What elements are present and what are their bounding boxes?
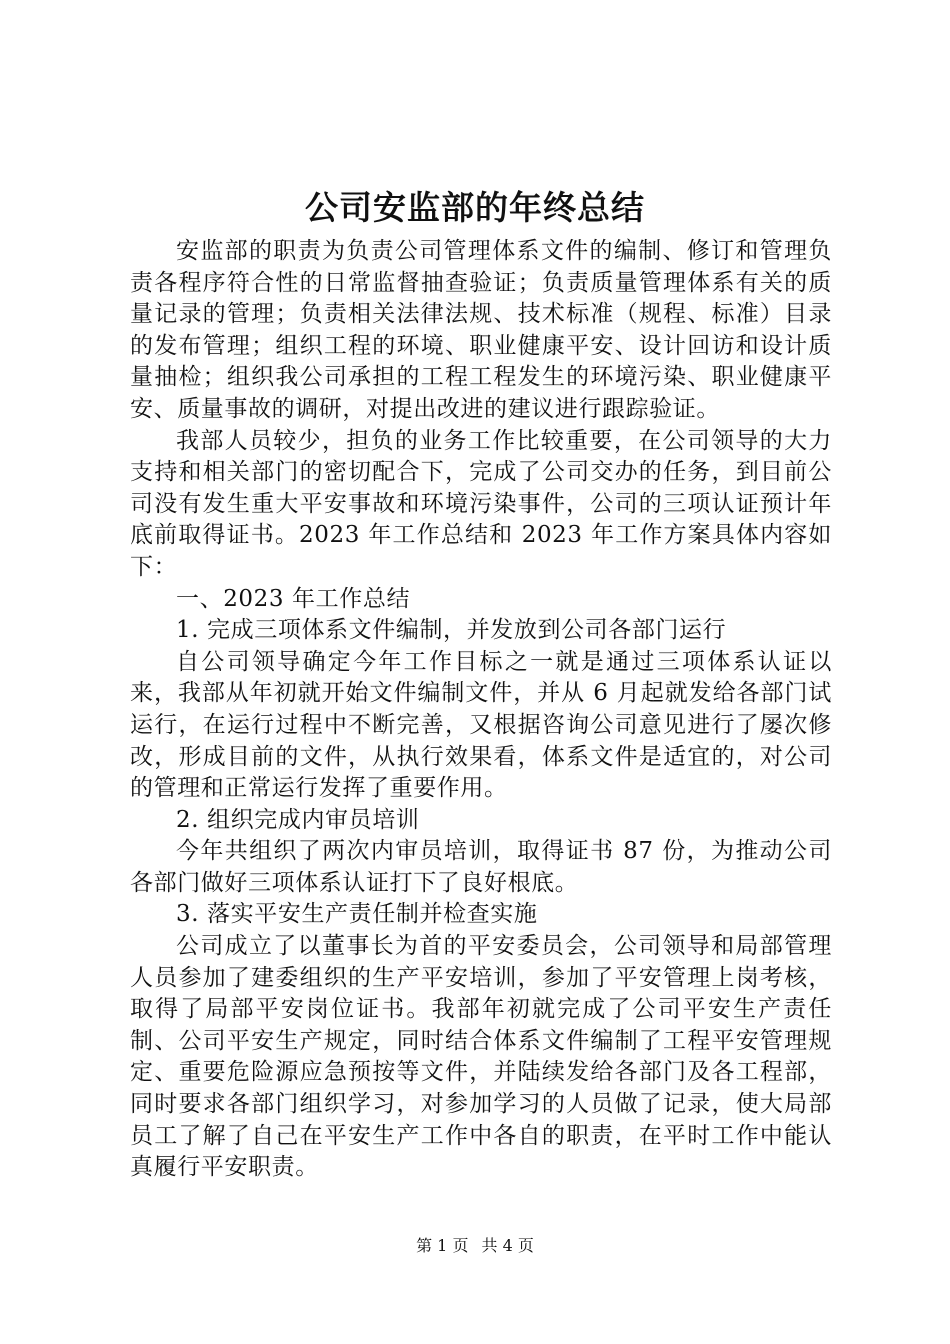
section-heading-summary: 一、2023 年工作总结 xyxy=(176,585,411,612)
subheading-3: 3. 落实平安生产责任制并检查实施 xyxy=(176,901,538,928)
paragraph-2: 今年共组织了两次内审员培训，取得证书 87 份，为推动公司各部门做好三项体系认证打下了良好根底。 xyxy=(130,838,832,896)
page-footer xyxy=(0,1235,950,1257)
document-title: 公司安监部的年终总结 xyxy=(305,188,645,227)
paragraph-overview: 我部人员较少，担负的业务工作比较重要，在公司领导的大力支持和相关部门的密切配合下，完成了公司交办的任务，到目前公司没有发生重大平安事故和环境污染事件，公司的三项认证预计年底前取得证书。2023 年工作总结和 2023 年工作方案具体内容如下： xyxy=(130,427,832,580)
total-pages: 共 4 页 xyxy=(481,1236,534,1255)
page-number: 第 1 页 xyxy=(416,1236,469,1255)
paragraph-1: 自公司领导确定今年工作目标之一就是通过三项体系认证以来，我部从年初就开始文件编制文件，并从 6 月起就发给各部门试运行，在运行过程中不断完善，又根据咨询公司意见进行了屡次修改，形成目前的文件，从执行效果看，体系文件是适宜的，对公司的管理和正常运行发挥了重要作用。 xyxy=(130,648,832,802)
document-body xyxy=(130,236,832,1184)
subheading-2: 2. 组织完成内审员培训 xyxy=(176,806,420,833)
paragraph-3: 公司成立了以董事长为首的平安委员会，公司领导和局部管理人员参加了建委组织的生产平安培训，参加了平安管理上岗考核，取得了局部平安岗位证书。我部年初就完成了公司平安生产责任制、公司平安生产规定，同时结合体系文件编制了工程平安管理规定、重要危险源应急预按等文件，并陆续发给各部门及各工程部，同时要求各部门组织学习，对参加学习的人员做了记录，使大局部员工了解了自己在平安生产工作中各自的职责，在平时工作中能认真履行平安职责。 xyxy=(130,933,832,1181)
paragraph-responsibilities: 安监部的职责为负责公司管理体系文件的编制、修订和管理负责各程序符合性的日常监督抽查验证；负责质量管理体系有关的质量记录的管理；负责相关法律法规、技术标准（规程、标准）目录的发布管理；组织工程的环境、职业健康平安、设计回访和设计质量抽检；组织我公司承担的工程工程发生的环境污染、职业健康平安、质量事故的调研，对提出改进的建议进行跟踪验证。 xyxy=(130,238,832,422)
subheading-1: 1. 完成三项体系文件编制，并发放到公司各部门运行 xyxy=(176,617,727,644)
